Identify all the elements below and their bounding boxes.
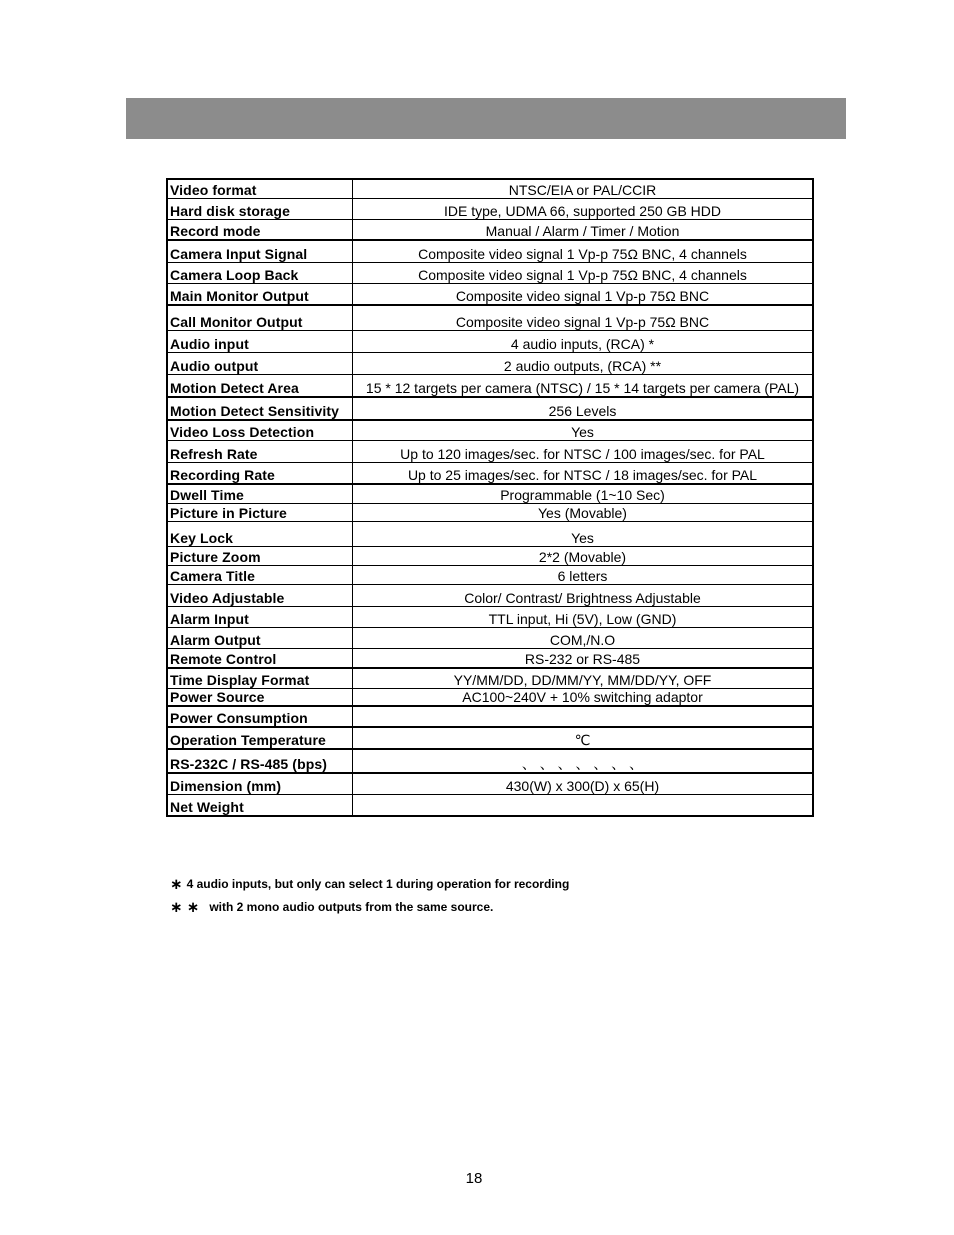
- spec-label: Call Monitor Output: [167, 305, 353, 330]
- spec-table: [166, 178, 814, 817]
- spec-row: [167, 484, 813, 503]
- spec-row: [167, 565, 813, 584]
- spec-label: Main Monitor Output: [167, 283, 353, 305]
- spec-value: ℃: [353, 727, 814, 749]
- spec-label: Picture in Picture: [167, 503, 353, 521]
- spec-value: Manual / Alarm / Timer / Motion: [353, 219, 814, 240]
- spec-value: NTSC/EIA or PAL/CCIR: [353, 179, 814, 198]
- spec-row: [167, 219, 813, 240]
- spec-label: Alarm Input: [167, 606, 353, 627]
- spec-row: [167, 546, 813, 565]
- spec-value: Up to 25 images/sec. for NTSC / 18 images/sec. for PAL: [353, 462, 814, 484]
- spec-label: Camera Title: [167, 565, 353, 584]
- spec-label: Camera Loop Back: [167, 262, 353, 283]
- spec-value: 4 audio inputs, (RCA) *: [353, 330, 814, 352]
- spec-row: [167, 688, 813, 706]
- footnote-text: 4 audio inputs, but only can select 1 during operation for recording: [186, 877, 570, 891]
- spec-label: Video format: [167, 179, 353, 198]
- spec-label: Power Consumption: [167, 706, 353, 727]
- spec-row: [167, 283, 813, 305]
- spec-label: Key Lock: [167, 521, 353, 546]
- spec-value: COM,/N.O: [353, 627, 814, 648]
- spec-row: [167, 420, 813, 440]
- spec-row: [167, 584, 813, 606]
- spec-label: Dwell Time: [167, 484, 353, 503]
- spec-row: [167, 198, 813, 219]
- spec-label: Record mode: [167, 219, 353, 240]
- spec-row: [167, 727, 813, 749]
- spec-row: [167, 521, 813, 546]
- spec-value: Yes: [353, 521, 814, 546]
- spec-value: YY/MM/DD, DD/MM/YY, MM/DD/YY, OFF: [353, 668, 814, 688]
- spec-row: [167, 240, 813, 262]
- spec-value: Yes (Movable): [353, 503, 814, 521]
- spec-row: [167, 606, 813, 627]
- footnote-text: with 2 mono audio outputs from the same source.: [209, 900, 494, 914]
- spec-value: 430(W) x 300(D) x 65(H): [353, 773, 814, 794]
- spec-row: [167, 794, 813, 816]
- spec-row: [167, 352, 813, 374]
- footnote-audio-output: [170, 897, 569, 917]
- spec-value: Composite video signal 1 Vp-p 75Ω BNC, 4 channels: [353, 262, 814, 283]
- spec-label: Dimension (mm): [167, 773, 353, 794]
- spec-row: [167, 374, 813, 397]
- spec-row: [167, 262, 813, 283]
- spec-value: TTL input, Hi (5V), Low (GND): [353, 606, 814, 627]
- spec-value: 256 Levels: [353, 397, 814, 420]
- spec-row: [167, 773, 813, 794]
- spec-value: 2*2 (Movable): [353, 546, 814, 565]
- spec-label: RS-232C / RS-485 (bps): [167, 749, 353, 773]
- page-number: 18: [465, 1170, 483, 1187]
- spec-label: Power Source: [167, 688, 353, 706]
- spec-value: RS-232 or RS-485: [353, 648, 814, 668]
- spec-value: Programmable (1~10 Sec): [353, 484, 814, 503]
- footnote-marker: ∗ ∗: [170, 899, 200, 916]
- spec-value: 、 、 、 、 、 、 、: [353, 749, 814, 773]
- spec-value: Composite video signal 1 Vp-p 75Ω BNC, 4 channels: [353, 240, 814, 262]
- spec-label: Refresh Rate: [167, 440, 353, 462]
- footnote-audio-input: [170, 874, 569, 894]
- spec-label: Audio output: [167, 352, 353, 374]
- spec-value: [353, 794, 814, 816]
- spec-value: AC100~240V + 10% switching adaptor: [353, 688, 814, 706]
- spec-row: [167, 179, 813, 198]
- spec-row: [167, 440, 813, 462]
- footnote-marker: ∗: [170, 876, 183, 893]
- spec-row: [167, 668, 813, 688]
- spec-value: Composite video signal 1 Vp-p 75Ω BNC: [353, 283, 814, 305]
- spec-row: [167, 706, 813, 727]
- spec-label: Camera Input Signal: [167, 240, 353, 262]
- spec-value: Yes: [353, 420, 814, 440]
- spec-label: Hard disk storage: [167, 198, 353, 219]
- spec-value: 2 audio outputs, (RCA) **: [353, 352, 814, 374]
- spec-label: Video Loss Detection: [167, 420, 353, 440]
- spec-label: Motion Detect Sensitivity: [167, 397, 353, 420]
- spec-row: [167, 627, 813, 648]
- spec-label: Remote Control: [167, 648, 353, 668]
- spec-label: Time Display Format: [167, 668, 353, 688]
- spec-value: [353, 706, 814, 727]
- spec-value: Color/ Contrast/ Brightness Adjustable: [353, 584, 814, 606]
- spec-value: 15 * 12 targets per camera (NTSC) / 15 * 14 targets per camera (PAL): [353, 374, 814, 397]
- spec-label: Audio input: [167, 330, 353, 352]
- spec-row: [167, 749, 813, 773]
- spec-label: Picture Zoom: [167, 546, 353, 565]
- spec-label: Operation Temperature: [167, 727, 353, 749]
- spec-label: Motion Detect Area: [167, 374, 353, 397]
- footnotes: [170, 874, 569, 920]
- spec-row: [167, 330, 813, 352]
- spec-row: [167, 305, 813, 330]
- spec-value: Composite video signal 1 Vp-p 75Ω BNC: [353, 305, 814, 330]
- spec-value: IDE type, UDMA 66, supported 250 GB HDD: [353, 198, 814, 219]
- spec-label: Alarm Output: [167, 627, 353, 648]
- spec-label: Video Adjustable: [167, 584, 353, 606]
- spec-value: Up to 120 images/sec. for NTSC / 100 images/sec. for PAL: [353, 440, 814, 462]
- header-bar: [126, 98, 846, 139]
- spec-row: [167, 648, 813, 668]
- spec-value: 6 letters: [353, 565, 814, 584]
- spec-label: Net Weight: [167, 794, 353, 816]
- spec-row: [167, 397, 813, 420]
- spec-label: Recording Rate: [167, 462, 353, 484]
- spec-row: [167, 462, 813, 484]
- spec-row: [167, 503, 813, 521]
